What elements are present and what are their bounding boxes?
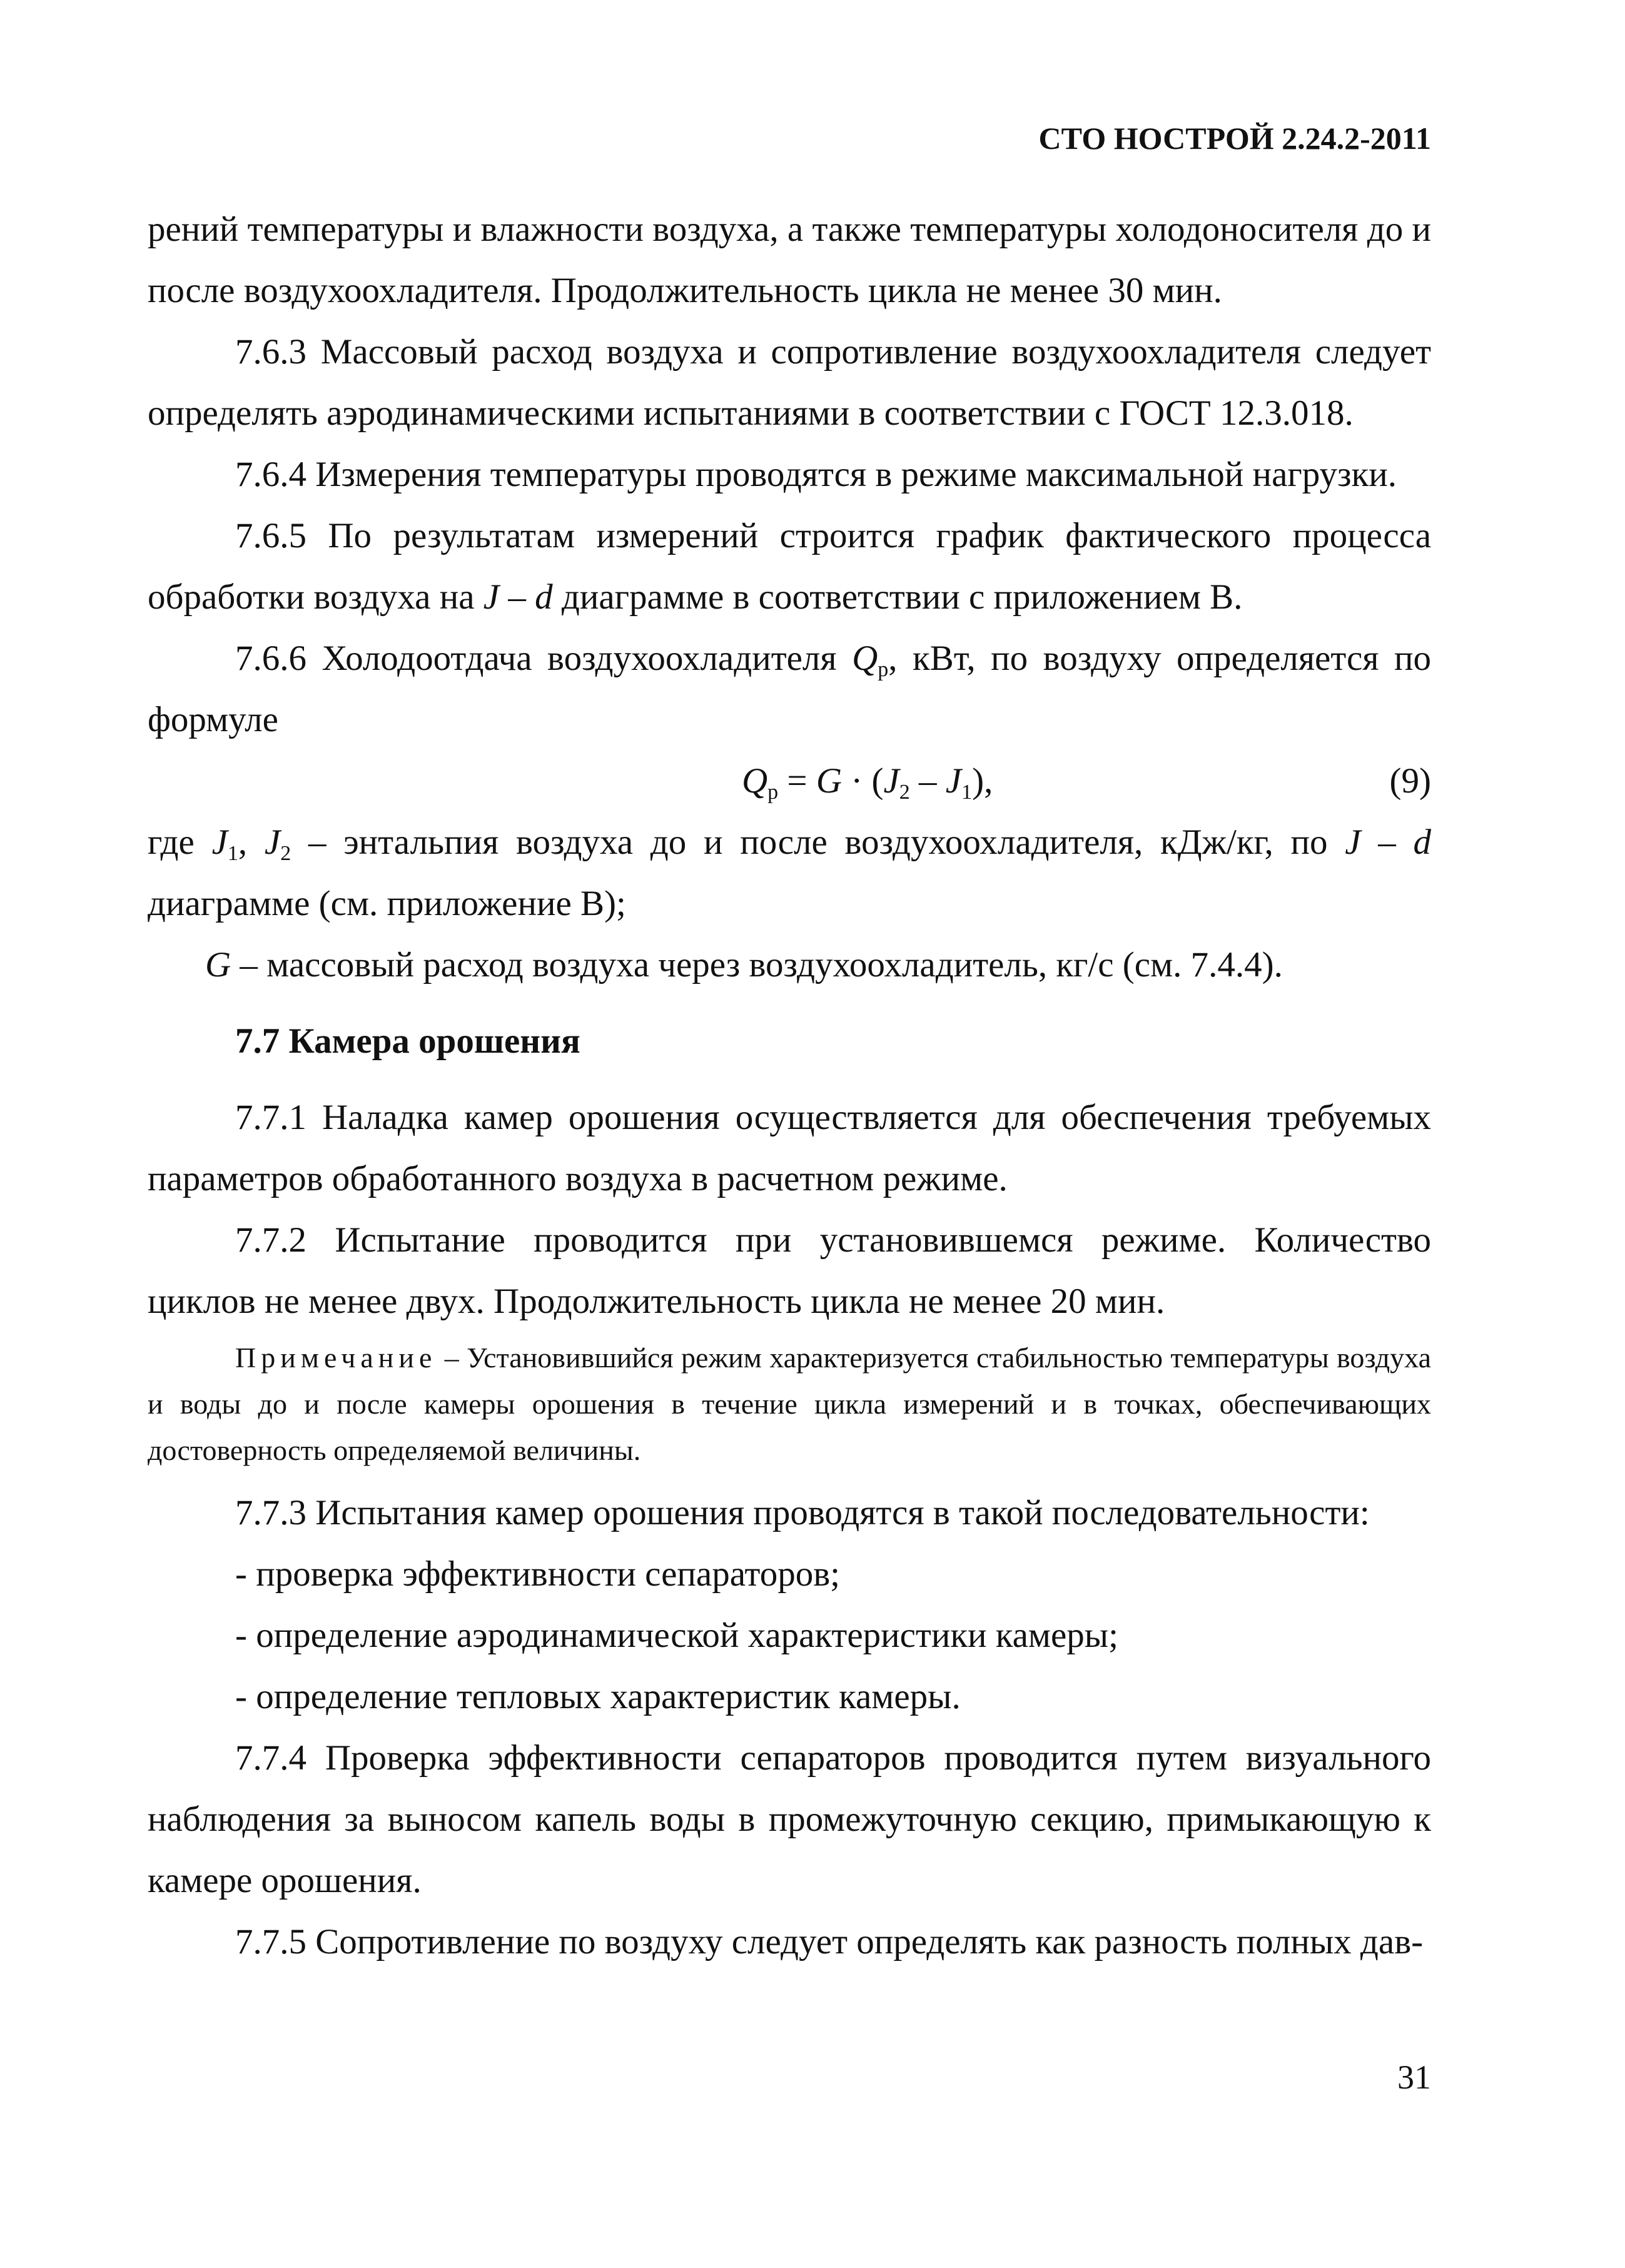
where-text-c: диаграмме (см. приложение В); (148, 884, 626, 923)
note-block (148, 1335, 1431, 1474)
formula-dot: · ( (842, 761, 884, 801)
list-item-2: - определение аэродинамической характеристики камеры; (235, 1616, 1118, 1655)
paragraph-7-6-4: 7.6.4 Измерения температуры проводятся в режиме максимальной нагрузки. (235, 455, 1397, 494)
paragraph-7-6-5 (148, 505, 1431, 628)
document-body (148, 199, 1431, 1973)
symbol-J: J (483, 577, 500, 617)
formula-G: G (816, 761, 842, 801)
formula-Q: Q (742, 761, 768, 801)
where-text-b: – энтальпия воздуха до и после воздухоохладителя, кДж/кг, по (291, 823, 1345, 862)
formula-J2: J (883, 761, 899, 801)
g-description: – массовый расход воздуха через воздухоохладитель, кг/с (см. 7.4.4). (231, 945, 1283, 985)
formula-equals: = (778, 761, 816, 801)
where-sub-1: 1 (227, 842, 238, 865)
paragraph-7-7-3: 7.7.3 Испытания камер орошения проводятся в такой последовательности: (235, 1493, 1370, 1532)
where-dash: – (1360, 823, 1414, 862)
paragraph-7-7-5: 7.7.5 Сопротивление по воздуху следует определять как разность полных дав- (235, 1922, 1424, 1962)
paragraph-7-7-2: 7.7.2 Испытание проводится при установившемся режиме. Количество циклов не менее двух. Продолжительность цикла не менее 20 мин. (148, 1220, 1431, 1321)
where-J2: J (264, 823, 281, 862)
formula-sub-1: 1 (961, 781, 973, 804)
where-d: d (1413, 823, 1432, 862)
where-J1: J (211, 823, 228, 862)
formula-J1: J (945, 761, 962, 801)
formula-close: ), (972, 761, 993, 801)
where-sub-2: 2 (280, 842, 291, 865)
symbol-Q: Q (852, 639, 878, 678)
dash: – (499, 577, 535, 617)
formula-9 (148, 751, 1431, 812)
formula-sub-p: р (767, 781, 779, 804)
paragraph-7-6-3: 7.6.3 Массовый расход воздуха и сопротивление воздухоохладителя следует определять аэродинамическими испытаниями в соответствии с ГОСТ 12.3.018. (148, 332, 1431, 433)
page-number: 31 (1397, 2058, 1431, 2096)
where-J: J (1345, 823, 1361, 862)
note-text: – Установившийся режим характеризуется стабильностью температуры воздуха и воды до и после камеры орошения в течение цикла измерений и в точках, обеспечивающих достоверность определяемой величины. (148, 1342, 1431, 1466)
list-item-1: - проверка эффективности сепараторов; (235, 1554, 840, 1594)
where-comma: , (238, 823, 265, 862)
symbol-d: d (535, 577, 553, 617)
paragraph-7-7-1: 7.7.1 Наладка камер орошения осуществляется для обеспечения требуемых параметров обработанного воздуха в расчетном режиме. (148, 1098, 1431, 1198)
paragraph-7-6-6 (148, 628, 1431, 751)
paragraph-continuation: рений температуры и влажности воздуха, а также температуры холодоносителя до и после воздухоохладителя. Продолжительность цикла не менее 30 мин. (148, 210, 1431, 310)
paragraph-7-7-4: 7.7.4 Проверка эффективности сепараторов проводится путем визуального наблюдения за выносом капель воды в промежуточную секцию, примыкающую к камере орошения. (148, 1738, 1431, 1900)
formula-expression (742, 751, 993, 812)
section-heading-7-7: 7.7 Камера орошения (235, 1021, 580, 1061)
formula-sub-2: 2 (899, 781, 910, 804)
formula-number: (9) (1389, 761, 1431, 801)
list-item-3: - определение тепловых характеристик камеры. (235, 1677, 961, 1716)
note-label: Примечание (235, 1342, 437, 1374)
paragraph-g-definition (148, 934, 1431, 996)
g-symbol: G (205, 945, 231, 985)
paragraph-7-6-5-text-b: диаграмме в соответствии с приложением В. (552, 577, 1243, 617)
paragraph-where (148, 812, 1431, 934)
formula-minus: – (909, 761, 946, 801)
where-text-a: где (148, 823, 212, 862)
document-code-header: СТО НОСТРОЙ 2.24.2-2011 (1038, 121, 1431, 156)
paragraph-7-6-6-text-a: 7.6.6 Холодоотдача воздухоохладителя (235, 639, 853, 678)
paragraph-7-6-5-text-a: 7.6.5 По результатам измерений строится график фактического процесса обработки воздуха на (148, 516, 1431, 617)
subscript-p: р (878, 658, 889, 681)
paragraph-7-6-6-text-b: , кВт, по воздуху определяется по формуле (148, 639, 1431, 739)
